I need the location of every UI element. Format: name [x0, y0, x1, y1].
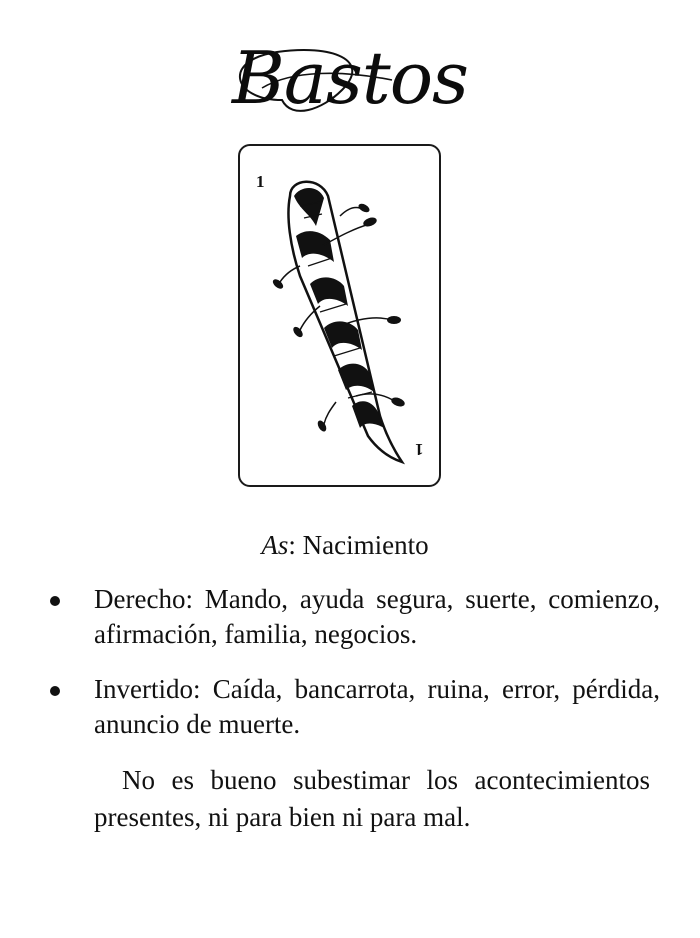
bullet-dot-icon — [50, 686, 60, 696]
advice-paragraph: No es bueno subestimar los acontecimientos presentes, ni para bien ni para mal. — [94, 765, 650, 832]
meaning-label-reversed: Invertido: — [94, 674, 201, 704]
meaning-text-upright: Mando, ayuda segura, suerte, comienzo, afirmación, familia, negocios. — [94, 584, 660, 649]
card-meaning-value: Nacimiento — [302, 530, 429, 560]
heading-separator: : — [288, 530, 296, 560]
card-meaning-heading — [0, 528, 690, 562]
suit-title: Bastos — [231, 36, 468, 120]
card-name-label: As — [261, 530, 289, 560]
card-corner-number-top: 1 — [256, 172, 265, 191]
meaning-text-reversed: Caída, bancarrota, ruina, error, pérdida, anuncio de muerte. — [94, 674, 661, 739]
playing-card — [238, 144, 441, 487]
meanings-list — [46, 582, 660, 762]
card-corner-number-bottom: 1 — [414, 440, 423, 459]
meaning-label-upright: Derecho: — [94, 584, 193, 614]
list-item — [46, 582, 660, 652]
list-item — [46, 672, 660, 742]
club-icon — [260, 166, 420, 466]
bullet-dot-icon — [50, 596, 60, 606]
